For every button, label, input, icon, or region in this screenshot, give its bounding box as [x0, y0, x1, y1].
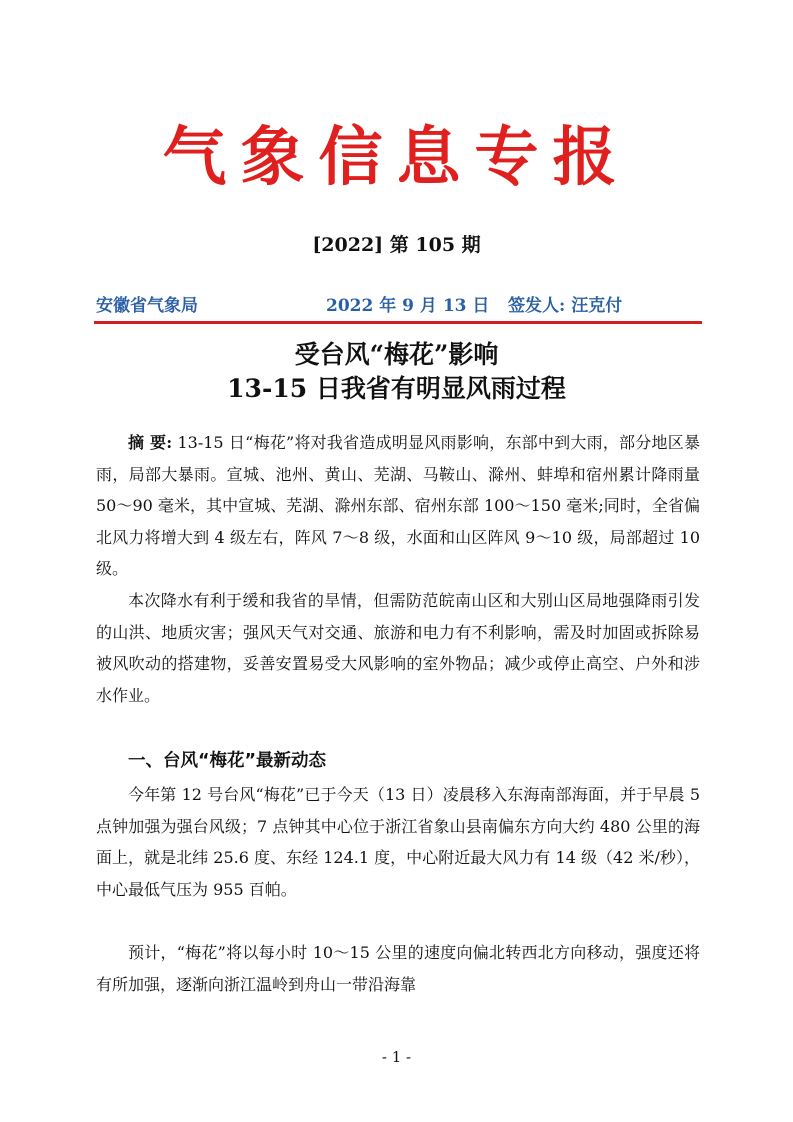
abstract-label: 摘 要: — [128, 433, 173, 452]
section-heading: 一、台风“梅花”最新动态 — [128, 751, 327, 771]
issue-number: [2022] 第 105 期 — [312, 234, 481, 256]
signer: 签发人: 汪克付 — [508, 296, 623, 316]
report-title-line-2: 13-15 日我省有明显风雨过程 — [227, 374, 566, 403]
header-divider — [94, 321, 702, 324]
masthead-title: 气象信息专报 — [162, 120, 631, 195]
page-number: - 1 - — [381, 1048, 412, 1066]
report-title-line-1: 受台风“梅花”影响 — [294, 340, 499, 369]
section-paragraph-2: 预计，“梅花”将以每小时 10～15 公里的速度向偏北转西北方向移动，强度还将有所加强，逐渐向浙江温岭到舟山一带沿海靠 — [96, 943, 700, 994]
abstract-paragraph — [96, 427, 700, 585]
issuing-organization: 安徽省气象局 — [96, 296, 198, 316]
section-paragraph-1: 今年第 12 号台风“梅花”已于今天（13 日）凌晨移入东海南部海面，并于早晨 5 点钟加强为强台风级；7 点钟其中心位于浙江省象山县南偏东方向大约 480 公里的海面上，就是北纬 25.6 度、东经 124.1 度，中心附近最大风力有 14 级（42 米/秒），中心最低气压为 955 百帕。 — [96, 785, 700, 899]
info-bar — [96, 292, 700, 320]
issue-date: 2022 年 9 月 13 日 — [326, 296, 490, 316]
impact-paragraph: 本次降水有利于缓和我省的旱情，但需防范皖南山区和大别山区局地强降雨引发的山洪、地质灾害；强风天气对交通、旅游和电力有不利影响，需及时加固或拆除易被风吹动的搭建物，妥善安置易受大风影响的室外物品；减少或停止高空、户外和涉水作业。 — [96, 591, 700, 705]
abstract-text: 13-15 日“梅花”将对我省造成明显风雨影响，东部中到大雨，部分地区暴雨，局部大暴雨。宣城、池州、黄山、芜湖、马鞍山、滁州、蚌埠和宿州累计降雨量 50～90 毫米，其中宣城、芜湖、滁州东部、宿州东部 100～150 毫米;同时，全省偏北风力将增大到 4 级左右，阵风 7～8 级，水面和山区阵风 9～10 级，局部超过 10 级。 — [96, 433, 700, 578]
